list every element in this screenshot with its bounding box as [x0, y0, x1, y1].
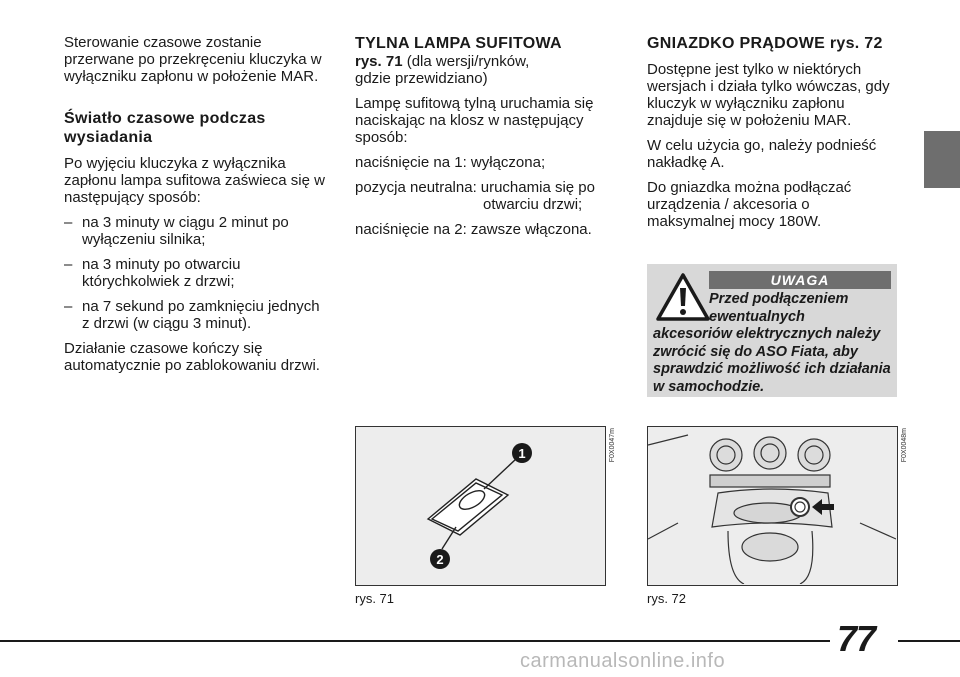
footer-rule [898, 640, 960, 642]
warning-line: akcesoriów elektrycznych należy zwrócić się do ASO Fiata, aby sprawdzić możliwość ich działania w samochodzie. [653, 326, 891, 395]
position-value-cont: otwarciu drzwi; [483, 196, 583, 213]
section-heading-socket: GNIAZDKO PRĄDOWE rys. 72 [647, 35, 883, 52]
paragraph: Działanie czasowe kończy się automatycznie po zablokowaniu drzwi. [64, 340, 320, 374]
column-right [647, 34, 897, 238]
list-item: – na 3 minuty po otwarciu którychkolwiek z drzwi; [64, 256, 326, 290]
section-heading-rear-lamp: TYLNA LAMPA SUFITOWA [355, 35, 562, 52]
position-neutral [355, 179, 610, 213]
page-number: 77 [837, 618, 876, 659]
paragraph: W celu użycia go, należy podnieść nakładkę A. [647, 137, 877, 171]
position-1: naciśnięcie na 1: wyłączona; [355, 154, 546, 171]
list-item: – na 7 sekund po zamknięciu jednych z drzwi (w ciągu 3 minut). [64, 298, 326, 332]
position-label: pozycja neutralna: [355, 179, 477, 196]
intro-text: Sterowanie czasowe zostanie przerwane po przekręceniu kluczyka w wyłączniku zapłonu w położenie MAR. [64, 34, 322, 85]
warning-label: UWAGA [709, 271, 891, 289]
section-tab [924, 131, 960, 188]
column-left [64, 34, 326, 382]
list-item: – na 3 minuty w ciągu 2 minut po wyłączeniu silnika; [64, 214, 326, 248]
callout-number: 2 [436, 552, 444, 567]
figure-caption: rys. 72 [647, 591, 687, 606]
paragraph: Do gniazdka można podłączać urządzenia / akcesoria o maksymalnej mocy 180W. [647, 179, 852, 230]
paragraph: Po wyjęciu kluczyka z wyłącznika zapłonu lampa sufitowa zaświeca się w następujący sposób: [64, 155, 325, 206]
figure-71 [355, 426, 606, 586]
bullet-list [64, 214, 326, 332]
figure-72 [647, 426, 898, 586]
footer-rule [0, 640, 830, 642]
version-note-cont: gdzie przewidziano) [355, 70, 488, 87]
warning-text [653, 291, 893, 396]
power-socket-illustration [648, 427, 896, 584]
figure-reference: rys. 71 [355, 53, 403, 70]
figure-caption: rys. 71 [355, 591, 395, 606]
watermark: carmanualsonline.info [520, 650, 726, 672]
figure-code: F0X0048m [901, 428, 908, 463]
warning-line: ewentualnych [709, 308, 805, 325]
position-value: uruchamia się po [480, 179, 595, 196]
callout-number: 1 [518, 446, 526, 461]
warning-box [647, 264, 897, 397]
figure-code: F0X0047m [609, 428, 616, 463]
position-2: naciśnięcie na 2: zawsze włączona. [355, 221, 592, 238]
section-heading-exit-light: Światło czasowe podczas wysiadania [64, 110, 266, 146]
paragraph: Lampę sufitową tylną uruchamia się naciskając na klosz w następujący sposób: [355, 95, 594, 146]
warning-line: Przed podłączeniem [709, 291, 849, 307]
rear-lamp-illustration [356, 427, 604, 584]
paragraph: Dostępne jest tylko w niektórych wersjach i działa tylko wówczas, gdy kluczyk w wyłączniku zapłonu znajduje się w położeniu MAR. [647, 61, 890, 129]
version-note: (dla wersji/rynków, [406, 53, 530, 70]
column-middle [355, 34, 610, 246]
